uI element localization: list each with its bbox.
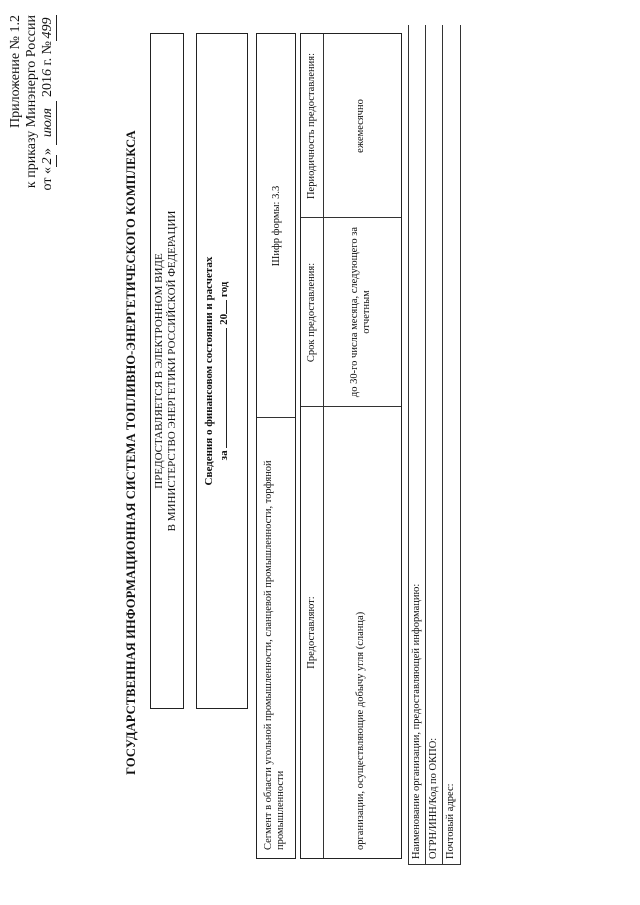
appendix-date-line [40,15,57,245]
report-period [218,34,231,708]
period-year: 20 [218,313,230,325]
form-code: Шифр формы: 3.3 [271,185,282,267]
year-blank [226,300,227,314]
cell-periodicity: ежемесячно [355,99,366,153]
date-close-quote: » [40,148,55,156]
electronic-line-2: В МИНИСТЕРСТВО ЭНЕРГЕТИКИ РОССИЙСКОЙ ФЕДЕРАЦИИ [166,210,178,532]
footer-line-top [408,25,409,865]
footer-line-left [408,864,460,865]
submission-table [300,33,402,859]
date-year-prefix: 201 [40,76,55,98]
segment-box [256,33,296,859]
appendix-number: Приложение № 1.2 [8,15,23,128]
appendix-order: к приказу Минэнерго России [24,15,39,189]
order-number-label: г. № [40,41,55,66]
header-provides: Предоставляют: [306,596,317,669]
period-suffix: год [218,281,230,298]
period-prefix: за [218,450,230,461]
electronic-line-1: ПРЕДОСТАВЛЯЕТСЯ В ЭЛЕКТРОННОМ ВИДЕ [153,253,165,489]
handwritten-month: июля [40,101,57,145]
handwritten-day: 2 [40,155,57,167]
footer-line-2 [442,25,443,865]
footer-line-bottom [460,25,461,865]
period-blank [226,328,227,448]
ogrn-label: ОГРН/ИНН/Код по ОКПО: [428,737,439,859]
footer-block [408,25,464,865]
header-periodicity: Периодичность предоставления: [306,52,317,200]
report-title: Сведения о финансовом состоянии и расчетах [203,256,215,486]
report-title-box [196,33,248,709]
handwritten-order-number: 499 [40,15,57,41]
address-label: Почтовый адрес: [445,783,456,859]
header-deadline: Срок предоставления: [306,262,317,363]
main-title: ГОСУДАРСТВЕННАЯ ИНФОРМАЦИОННАЯ СИСТЕМА ТОПЛИВНО-ЭНЕРГЕТИЧЕСКОГО КОМПЛЕКСА [124,130,138,775]
org-name-label: Наименование организации, предоставляющей информацию: [411,583,422,859]
table-header-divider [323,34,324,858]
date-open-quote: от « [40,167,55,191]
handwritten-year-digit: 6 [40,69,55,77]
footer-line-1 [425,25,426,865]
segment-text: Сегмент в области угольной промышленности, сланцевой промышленности, торфяной промышленности [263,460,286,850]
cell-deadline: до 30-го числа месяца, следующего за отчетным [349,226,372,398]
electronic-submission-box [150,33,184,709]
cell-organizations: организации, осуществляющие добычу угля (сланца) [355,611,366,850]
appendix-block [8,15,57,245]
